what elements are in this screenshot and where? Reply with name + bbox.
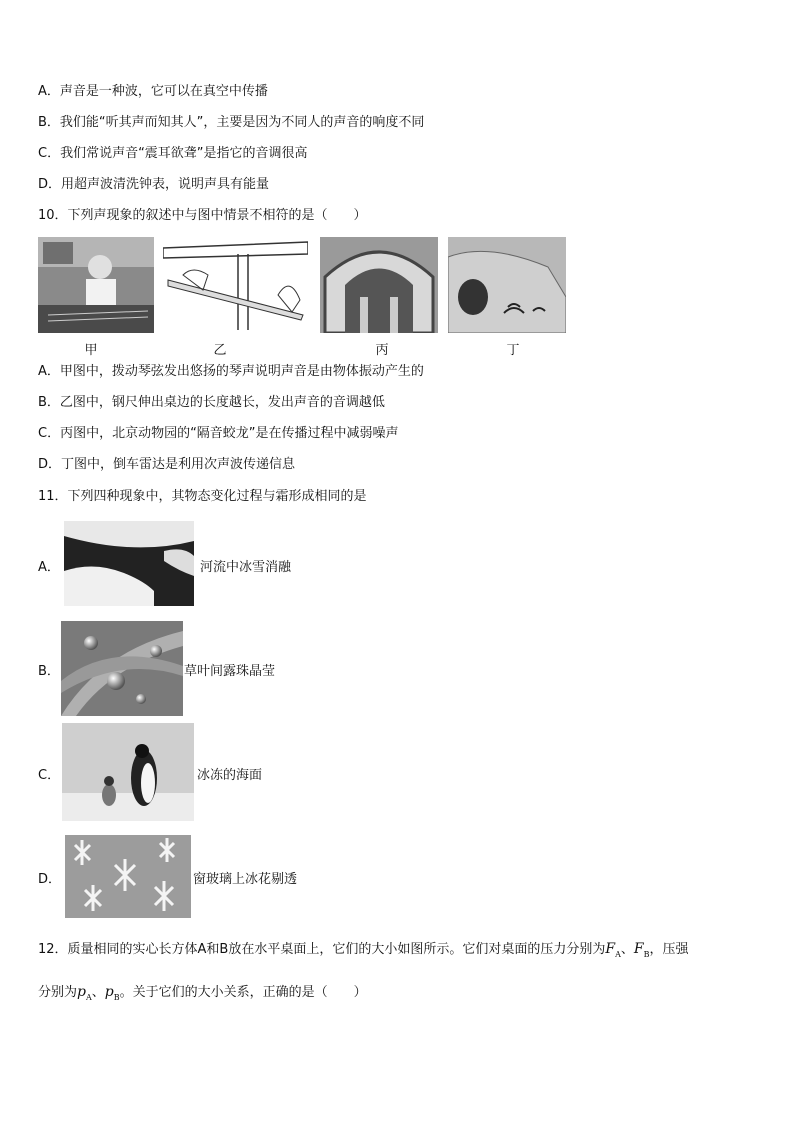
q10-option-c: C．丙图中，北京动物园的“隔音蛟龙”是在传播过程中减弱噪声 <box>38 426 399 441</box>
q11-option-a-label: A． <box>38 560 60 575</box>
frost-flowers-photo <box>65 835 191 918</box>
zither-photo <box>38 237 154 333</box>
q12-line1-tail: ，压强 <box>649 942 689 957</box>
q11-option-b-label: B． <box>38 664 60 679</box>
force-b-symbol: $F_B$ <box>633 941 650 959</box>
q10-option-a: A．甲图中，拨动琴弦发出悠扬的琴声说明声音是由物体振动产生的 <box>38 364 424 379</box>
pressure-a-symbol: $p_A$ <box>77 984 92 1002</box>
q12-line-1 <box>38 940 689 964</box>
car-radar-photo <box>448 237 566 333</box>
ruler-sketch <box>163 240 308 330</box>
caption-ding: 丁 <box>506 343 520 358</box>
q10-stem: 10．下列声现象的叙述中与图中情景不相符的是（ ） <box>38 208 367 223</box>
q11-option-d-label: D． <box>38 872 62 887</box>
caption-bing: 丙 <box>375 343 389 358</box>
q12-line2-head: 分别为 <box>38 985 78 1000</box>
q11-stem: 11．下列四种现象中，其物态变化过程与霜形成相同的是 <box>38 489 367 504</box>
caption-yi: 乙 <box>213 343 227 358</box>
separator: 、 <box>91 985 105 1000</box>
q11-option-a-text: 河流中冰雪消融 <box>200 560 292 575</box>
frozen-sea-penguins-photo <box>62 723 194 821</box>
q11-option-c-label: C． <box>38 768 61 783</box>
q12-line2-tail: 。关于它们的大小关系，正确的是（ ） <box>119 985 367 1000</box>
q12-line-2 <box>38 983 367 1007</box>
melting-ice-photo <box>64 521 194 606</box>
dew-drops-photo <box>61 621 183 716</box>
q11-option-b-text: 草叶间露珠晶莹 <box>184 664 276 679</box>
q11-option-d-text: 窗玻璃上冰花剔透 <box>193 872 298 887</box>
q9-option-a: A．声音是一种波，它可以在真空中传播 <box>38 84 268 99</box>
q9-option-c: C．我们常说声音“震耳欲聋”是指它的音调很高 <box>38 146 308 161</box>
caption-jia: 甲 <box>84 343 98 358</box>
q11-option-c-text: 冰冻的海面 <box>197 768 263 783</box>
separator: 、 <box>620 942 634 957</box>
sound-barrier-photo <box>320 237 438 333</box>
q12-line1-text: 12．质量相同的实心长方体A和B放在水平桌面上，它们的大小如图所示。它们对桌面的压力分别为 <box>38 942 606 957</box>
q10-option-d: D．丁图中，倒车雷达是利用次声波传递信息 <box>38 457 296 472</box>
q9-option-d: D．用超声波清洗钟表，说明声具有能量 <box>38 177 270 192</box>
pressure-b-symbol: $p_B$ <box>104 984 120 1002</box>
force-a-symbol: $F_A$ <box>605 941 621 959</box>
q10-option-b: B．乙图中，钢尺伸出桌边的长度越长，发出声音的音调越低 <box>38 395 385 410</box>
q9-option-b: B．我们能“听其声而知其人”，主要是因为不同人的声音的响度不同 <box>38 115 425 130</box>
